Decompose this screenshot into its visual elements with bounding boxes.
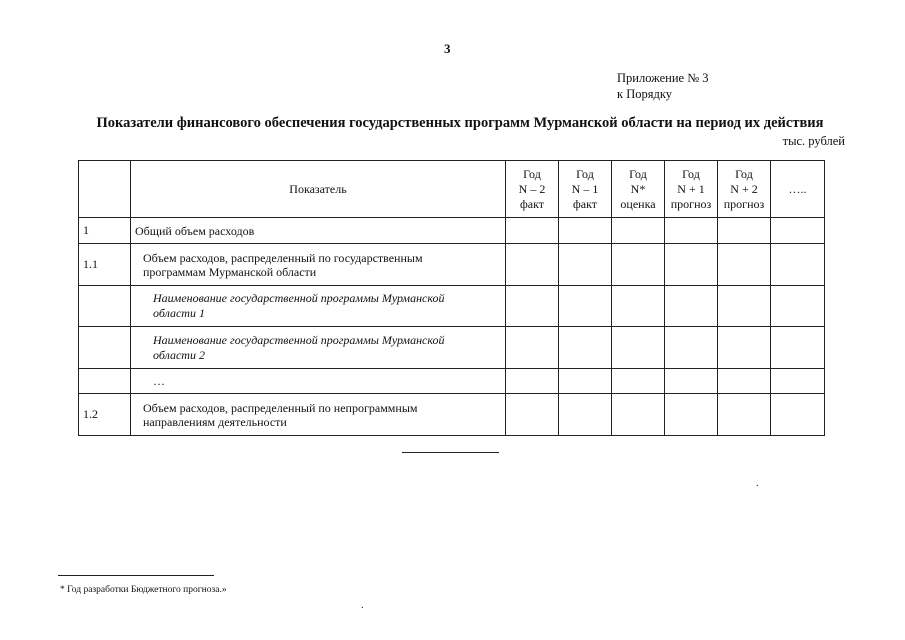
value-cell <box>718 286 771 327</box>
table-row <box>79 286 825 327</box>
value-cell <box>559 394 612 436</box>
row-number: 1.2 <box>79 394 131 436</box>
header-year-n-minus-2 <box>506 161 559 218</box>
row-program-name <box>131 286 506 327</box>
row-indicator-line: Наименование государственной программы Мурманской <box>153 291 445 305</box>
value-cell <box>718 327 771 369</box>
value-cell <box>718 218 771 244</box>
header-year-n <box>612 161 665 218</box>
footnote-divider <box>58 575 214 576</box>
stray-mark: . <box>756 478 759 489</box>
value-cell <box>506 218 559 244</box>
footnote: * Год разработки Бюджетного прогноза.» <box>60 585 227 595</box>
year-label: Год <box>523 166 541 181</box>
year-label: Год <box>576 166 594 181</box>
row-number <box>79 369 131 394</box>
value-cell <box>718 244 771 286</box>
year-label: Год <box>682 166 700 181</box>
financing-table <box>78 160 825 436</box>
value-cell <box>559 244 612 286</box>
appendix-line-2: к Порядку <box>617 87 672 101</box>
table-row <box>79 218 825 244</box>
value-cell <box>718 369 771 394</box>
page-number: 3 <box>444 41 451 56</box>
value-cell <box>665 394 718 436</box>
value-cell <box>771 327 825 369</box>
value-cell <box>771 286 825 327</box>
value-cell <box>771 244 825 286</box>
value-cell <box>665 327 718 369</box>
row-number <box>79 327 131 369</box>
row-indicator-line: Наименование государственной программы Мурманской <box>153 332 445 347</box>
value-cell <box>718 394 771 436</box>
row-number: 1 <box>79 218 131 244</box>
header-indicator: Показатель <box>131 161 506 218</box>
value-cell <box>612 394 665 436</box>
table-row <box>79 244 825 286</box>
year-type: прогноз <box>723 196 765 211</box>
value-cell <box>612 327 665 369</box>
header-year-n-plus-2 <box>718 161 771 218</box>
value-cell <box>559 369 612 394</box>
year-type: факт <box>572 196 598 211</box>
row-indicator-line: Объем расходов, распределенный по непрограммным <box>143 400 418 415</box>
year-code: N – 2 <box>518 181 546 196</box>
row-indicator: Общий объем расходов <box>131 218 506 244</box>
header-more-years: ….. <box>771 161 825 218</box>
row-indicator-line: области 1 <box>153 306 205 320</box>
value-cell <box>612 369 665 394</box>
row-indicator-line: направлениям деятельности <box>143 414 287 429</box>
table-row <box>79 327 825 369</box>
header-year-n-minus-1 <box>559 161 612 218</box>
value-cell <box>771 369 825 394</box>
value-cell <box>612 244 665 286</box>
section-divider <box>402 452 499 453</box>
value-cell <box>559 286 612 327</box>
value-cell <box>559 327 612 369</box>
value-cell <box>665 369 718 394</box>
value-cell <box>506 327 559 369</box>
row-ellipsis: … <box>131 369 506 394</box>
table-row <box>79 394 825 436</box>
units-label: тыс. рублей <box>782 134 845 148</box>
value-cell <box>665 218 718 244</box>
row-indicator-line: Объем расходов, распределенный по государственным <box>143 250 423 265</box>
value-cell <box>612 218 665 244</box>
year-type: оценка <box>620 196 656 211</box>
table-header-row <box>79 161 825 218</box>
table-row <box>79 369 825 394</box>
value-cell <box>506 369 559 394</box>
stray-mark: . <box>361 600 364 611</box>
year-type: прогноз <box>670 196 712 211</box>
year-type: факт <box>519 196 545 211</box>
row-indicator-line: области 2 <box>153 347 205 362</box>
year-code: N + 2 <box>730 181 758 196</box>
value-cell <box>506 394 559 436</box>
row-number: 1.1 <box>79 244 131 286</box>
year-code: N* <box>630 181 646 196</box>
value-cell <box>771 218 825 244</box>
row-indicator <box>131 244 506 286</box>
appendix-line-1: Приложение № 3 <box>617 71 709 85</box>
appendix-reference <box>617 70 709 102</box>
value-cell <box>612 286 665 327</box>
row-number <box>79 286 131 327</box>
value-cell <box>771 394 825 436</box>
row-program-name <box>131 327 506 369</box>
year-label: Год <box>629 166 647 181</box>
year-code: N + 1 <box>677 181 705 196</box>
year-code: N – 1 <box>571 181 599 196</box>
value-cell <box>506 286 559 327</box>
year-label: Год <box>735 166 753 181</box>
header-number-cell <box>79 161 131 218</box>
row-indicator-line: программам Мурманской области <box>143 264 317 279</box>
row-indicator <box>131 394 506 436</box>
header-year-n-plus-1 <box>665 161 718 218</box>
document-title: Показатели финансового обеспечения государственных программ Мурманской области на период их действия <box>96 115 824 131</box>
value-cell <box>665 244 718 286</box>
value-cell <box>559 218 612 244</box>
value-cell <box>665 286 718 327</box>
value-cell <box>506 244 559 286</box>
